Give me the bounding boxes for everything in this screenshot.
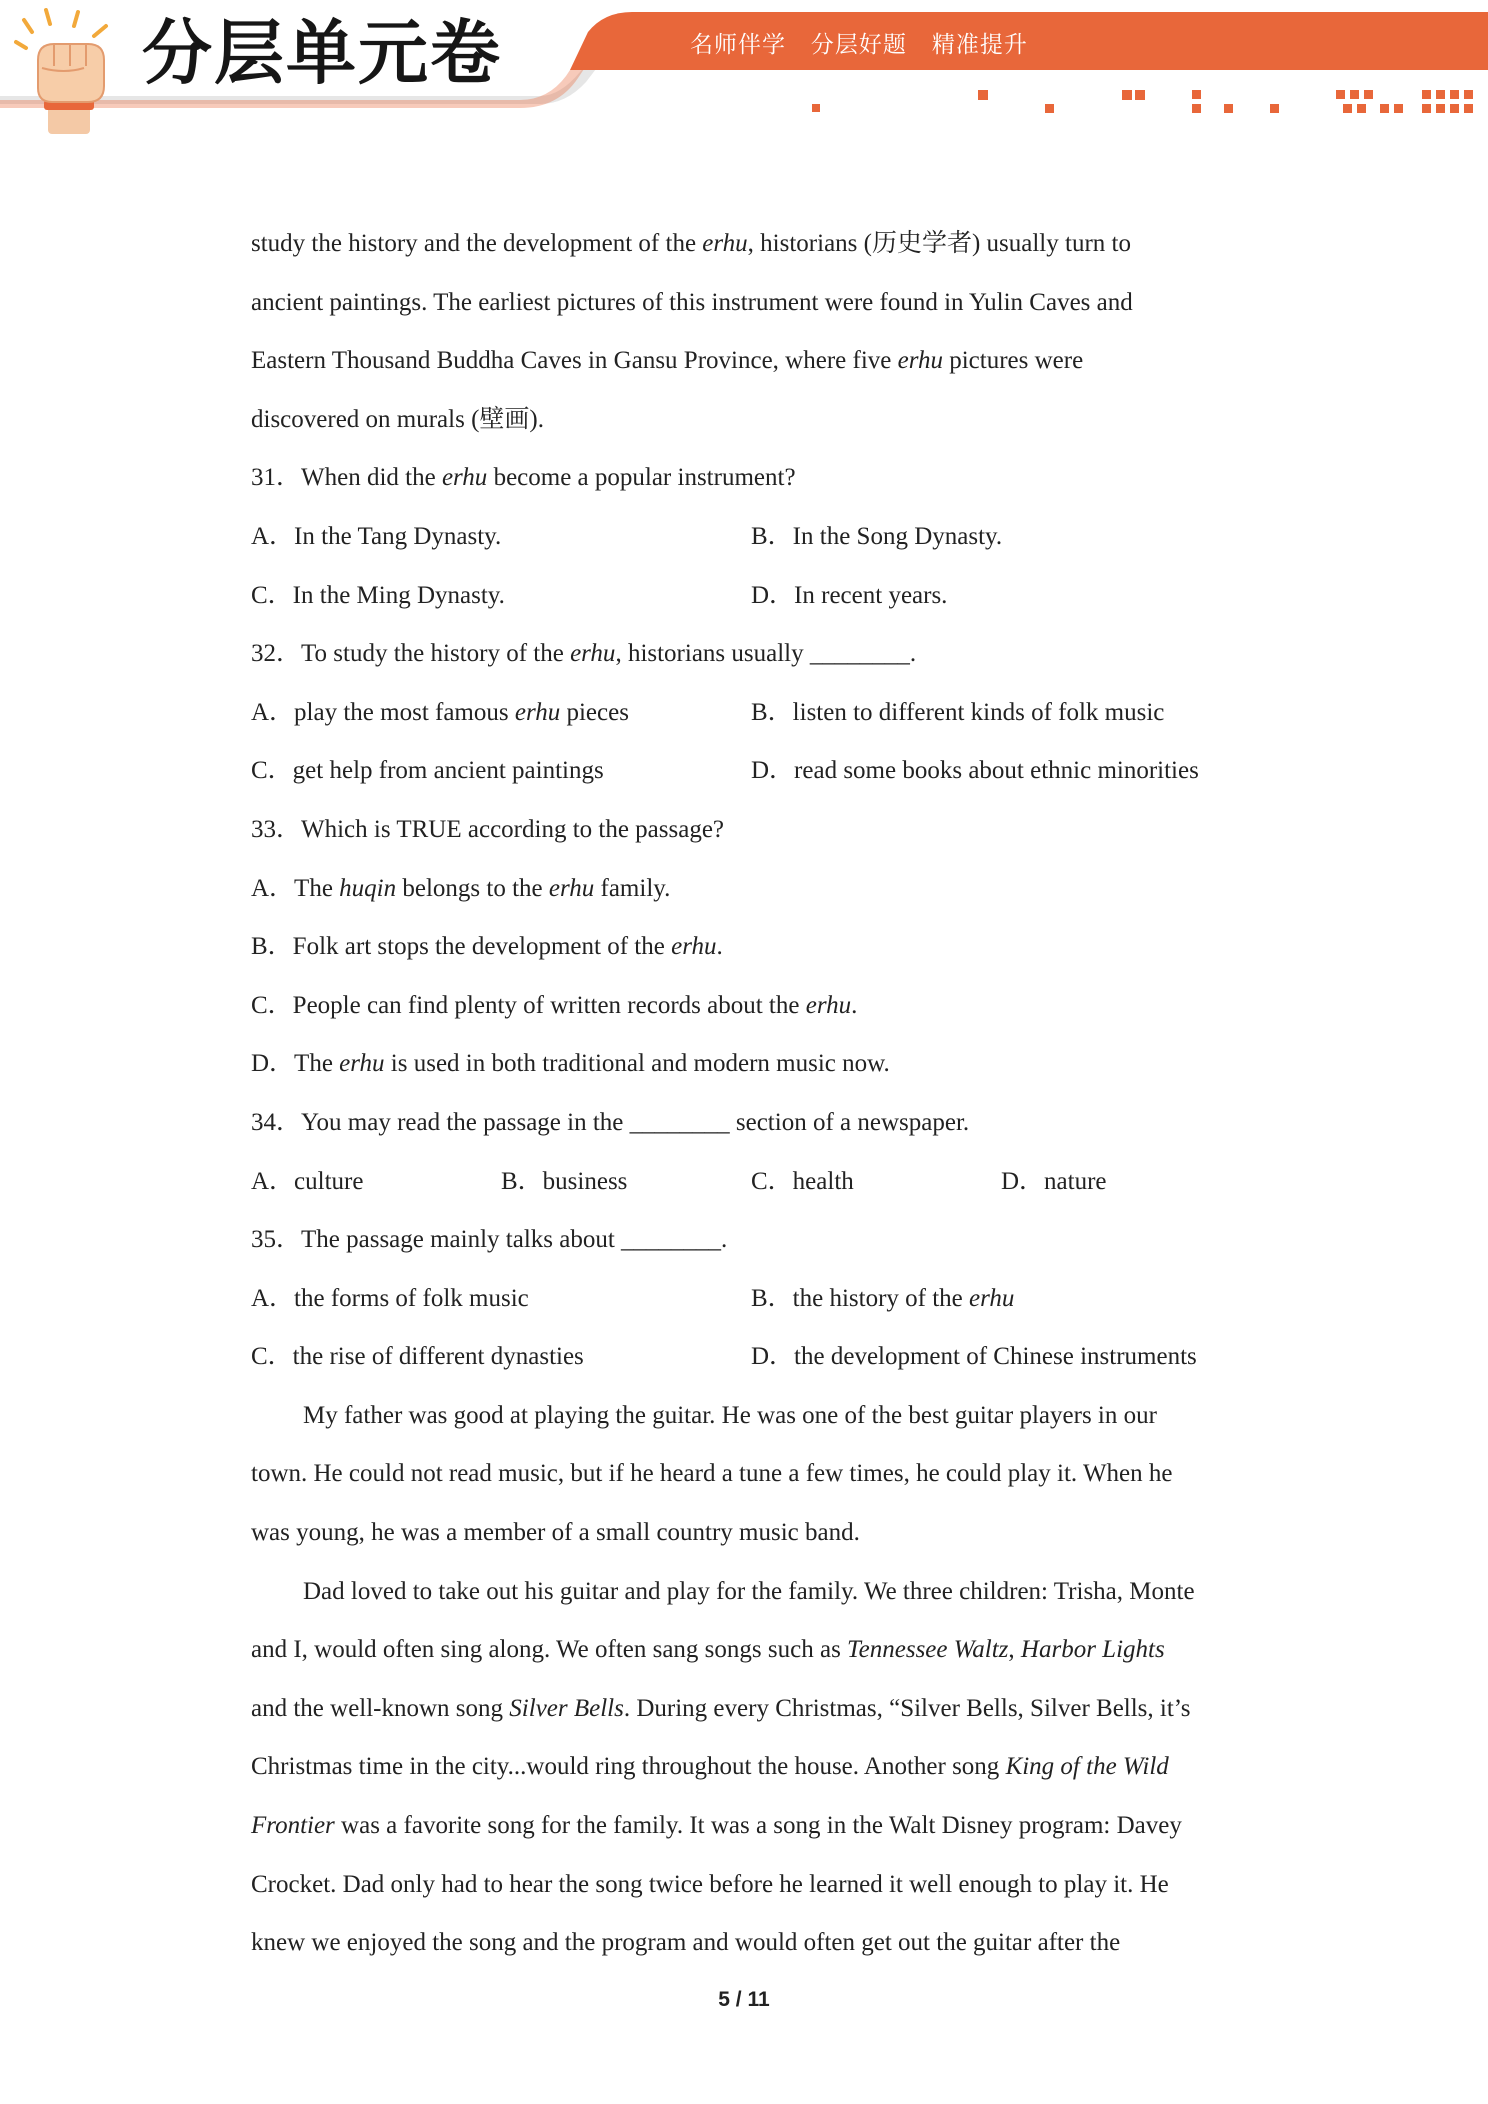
answer-option: B．business (501, 1167, 628, 1195)
answer-option: D．nature (1001, 1167, 1107, 1195)
answer-option: B．In the Song Dynasty. (751, 522, 1003, 550)
italic-text: erhu (897, 347, 943, 375)
passage-line: and the well-known song Silver Bells. During every Christmas, “Silver Bells, Silver Bells, it’s (251, 1694, 1191, 1722)
question-stem: 34．You may read the passage in the ________ section of a newspaper. (251, 1108, 970, 1136)
passage-line: Christmas time in the city...would ring throughout the house. Another song King of the Wild (251, 1753, 1169, 1781)
answer-option: A．culture (251, 1167, 364, 1195)
passage-line: discovered on murals (壁画). (251, 405, 544, 433)
italic-text: erhu (548, 874, 595, 902)
answer-option: D．read some books about ethnic minorities (751, 757, 1199, 785)
page-number: 5 / 11 (718, 1988, 770, 2011)
italic-text: Tennessee Waltz (847, 1636, 1009, 1664)
italic-text: erhu (441, 464, 488, 492)
page-header (0, 0, 1488, 140)
answer-option: A．In the Tang Dynasty. (251, 522, 502, 550)
question-stem: 33．Which is TRUE according to the passage? (251, 815, 725, 843)
question-stem: 31．When did the erhu become a popular instrument? (251, 464, 796, 492)
italic-text: Silver Bells (509, 1694, 624, 1722)
italic-text: erhu (702, 230, 748, 257)
option-row (251, 1328, 1251, 1387)
option-row (251, 742, 1251, 801)
italic-text: Harbor Lights (1020, 1636, 1165, 1664)
answer-option: D．In recent years. (751, 581, 948, 609)
fist-icon (14, 8, 124, 138)
question-stem: 35．The passage mainly talks about ________. (251, 1226, 728, 1254)
answer-option: C．People can find plenty of written records about the erhu. (251, 991, 858, 1019)
italic-text: King of the Wild (1005, 1753, 1169, 1781)
option-row (251, 508, 1251, 567)
passage-line: Crocket. Dad only had to hear the song twice before he learned it well enough to play it. He (251, 1870, 1169, 1898)
italic-text: erhu (339, 1050, 385, 1078)
answer-option: A．play the most famous erhu pieces (251, 698, 629, 726)
italic-text: erhu (514, 698, 561, 726)
italic-text: erhu (969, 1284, 1015, 1312)
answer-option: A．the forms of folk music (251, 1284, 529, 1312)
brand-title: 分层单元卷 (142, 12, 502, 94)
italic-text: erhu (671, 933, 717, 961)
italic-text: erhu (570, 640, 616, 668)
passage-line: Eastern Thousand Buddha Caves in Gansu Province, where five erhu pictures were (251, 347, 1084, 375)
passage-line: and I, would often sing along. We often sang songs such as Tennessee Waltz, Harbor Lights (251, 1636, 1165, 1664)
passage-line: Frontier was a favorite song for the family. It was a song in the Walt Disney program: Davey (251, 1812, 1182, 1840)
option-row (251, 567, 1251, 626)
document-body (251, 215, 1251, 1973)
passage-line: study the history and the development of the erhu, historians (历史学者) usually turn to (251, 230, 1131, 257)
option-row (251, 684, 1251, 743)
answer-option: A．The huqin belongs to the erhu family. (251, 874, 671, 902)
answer-option: C．get help from ancient paintings (251, 757, 604, 785)
option-row (251, 1270, 1251, 1329)
answer-option: B．Folk art stops the development of the erhu. (251, 933, 723, 961)
italic-text: Frontier (251, 1812, 335, 1840)
passage-line: Dad loved to take out his guitar and play for the family. We three children: Trisha, Monte (303, 1577, 1195, 1605)
italic-text: huqin (339, 874, 397, 902)
passage-line: ancient paintings. The earliest pictures of this instrument were found in Yulin Caves and (251, 288, 1133, 316)
header-slogan: 名师伴学 分层好题 精准提升 (690, 32, 1028, 58)
answer-option: C．In the Ming Dynasty. (251, 581, 505, 609)
passage-line: My father was good at playing the guitar. He was one of the best guitar players in our (303, 1401, 1157, 1429)
answer-option: C．the rise of different dynasties (251, 1343, 584, 1371)
italic-text: erhu (805, 991, 852, 1019)
question-stem: 32．To study the history of the erhu, historians usually ________. (251, 640, 917, 668)
answer-option: D．The erhu is used in both traditional and modern music now. (251, 1050, 890, 1078)
answer-option: B．the history of the erhu (751, 1284, 1015, 1312)
answer-option: D．the development of Chinese instruments (751, 1343, 1197, 1371)
option-row (251, 1153, 1251, 1212)
answer-option: B．listen to different kinds of folk music (751, 698, 1165, 726)
answer-option: C．health (751, 1167, 854, 1195)
passage-line: was young, he was a member of a small country music band. (251, 1519, 860, 1547)
passage-line: town. He could not read music, but if he heard a tune a few times, he could play it. When he (251, 1460, 1173, 1488)
passage-line: knew we enjoyed the song and the program and would often get out the guitar after the (251, 1929, 1121, 1957)
